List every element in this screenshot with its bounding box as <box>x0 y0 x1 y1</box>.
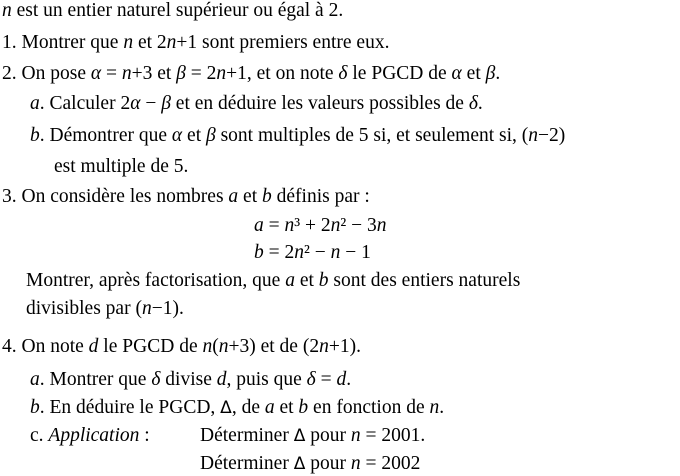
question-2b-line2: est multiple de 5. <box>54 156 189 177</box>
question-4c-line2: Déterminer Δ pour n = 2002 <box>200 453 421 474</box>
question-4-stem: 4. On note d le PGCD de n(n+3) et de (2n+1). <box>2 336 361 357</box>
equation-a: a = n³ + 2n² − 3n <box>254 215 387 236</box>
equation-b: b = 2n² − n − 1 <box>254 242 371 263</box>
question-2b-line1: b. Démontrer que α et β sont multiples de 5 si, et seulement si, (n−2) <box>30 125 566 146</box>
intro-line: n est un entier naturel supérieur ou égal à 2. <box>2 0 344 21</box>
question-3-instruction-line1: Montrer, après factorisation, que a et b sont des entiers naturels <box>26 270 521 291</box>
question-2-stem: 2. On pose α = n+3 et β = 2n+1, et on note δ le PGCD de α et β. <box>2 63 501 84</box>
question-4a: a. Montrer que δ divise d, puis que δ = d. <box>30 369 352 390</box>
question-3-stem: 3. On considère les nombres a et b définis par : <box>2 186 370 207</box>
question-4c-label: c. Application : <box>30 425 150 446</box>
question-1: 1. Montrer que n et 2n+1 sont premiers entre eux. <box>2 32 390 53</box>
question-4b: b. En déduire le PGCD, Δ, de a et b en fonction de n. <box>30 397 445 418</box>
question-4c-line1: Déterminer Δ pour n = 2001. <box>200 425 426 446</box>
question-2a: a. Calculer 2α − β et en déduire les valeurs possibles de δ. <box>30 93 483 114</box>
question-3-instruction-line2: divisibles par (n−1). <box>26 298 184 319</box>
